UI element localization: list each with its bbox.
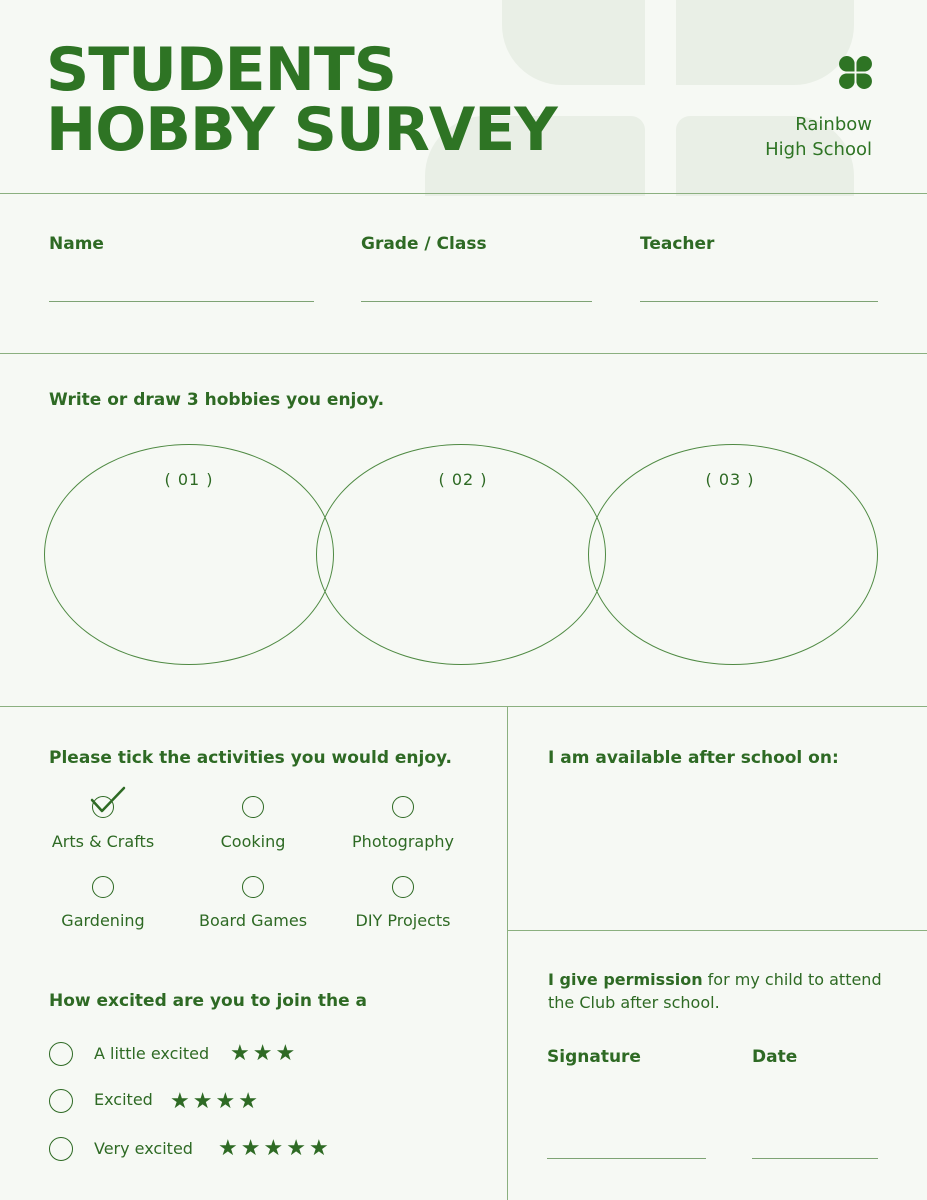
star-icon: ★ [192, 1089, 216, 1114]
hobbies-prompt: Write or draw 3 hobbies you enjoy. [49, 390, 385, 410]
excitement-label: A little excited [94, 1044, 210, 1063]
hobby-number-2: ( 02 ) [438, 470, 488, 489]
teacher-label: Teacher [640, 234, 715, 254]
title-line-1: STUDENTS [46, 35, 397, 105]
date-field[interactable] [752, 1158, 878, 1159]
divider [0, 353, 927, 354]
checkbox-cooking[interactable] [242, 796, 264, 818]
teacher-field[interactable] [640, 301, 878, 302]
excitement-label: Very excited [94, 1139, 193, 1158]
checkbox-diy-projects[interactable] [392, 876, 414, 898]
hobby-number-3: ( 03 ) [705, 470, 755, 489]
grade-class-field[interactable] [361, 301, 592, 302]
checkbox-photography[interactable] [392, 796, 414, 818]
activity-label: Cooking [220, 832, 286, 851]
clover-icon [838, 55, 873, 90]
background-shape [676, 0, 854, 85]
star-icon: ★ [286, 1136, 309, 1161]
school-name [765, 112, 872, 162]
availability-area[interactable] [548, 785, 888, 915]
signature-label: Signature [547, 1047, 641, 1067]
star-icon: ★ [240, 1136, 264, 1161]
grade-class-label: Grade / Class [361, 234, 487, 254]
star-icon: ★ [238, 1089, 261, 1114]
excitement-prompt: How excited are you to join the a [49, 991, 367, 1011]
permission-text [548, 968, 898, 1014]
star-icon: ★ [275, 1041, 299, 1066]
radio-a-little-excited[interactable] [49, 1042, 73, 1066]
availability-prompt: I am available after school on: [548, 748, 839, 768]
date-label: Date [752, 1047, 798, 1067]
divider [507, 930, 927, 931]
activity-label: DIY Projects [355, 911, 451, 930]
star-rating-4 [170, 1091, 261, 1113]
star-rating-5 [218, 1138, 332, 1160]
radio-excited[interactable] [49, 1089, 73, 1113]
star-icon: ★ [263, 1136, 287, 1161]
activities-prompt: Please tick the activities you would enjoy. [49, 748, 453, 768]
name-field[interactable] [49, 301, 314, 302]
page-title [46, 35, 606, 165]
star-icon: ★ [218, 1136, 241, 1161]
divider [0, 193, 927, 194]
star-icon: ★ [170, 1089, 193, 1114]
checkbox-gardening[interactable] [92, 876, 114, 898]
star-icon: ★ [230, 1041, 253, 1066]
divider [0, 706, 927, 707]
permission-rest: for my child to attend the Club after school. [548, 970, 882, 1012]
star-icon: ★ [215, 1089, 239, 1114]
signature-field[interactable] [547, 1158, 706, 1159]
title-line-2: HOBBY SURVEY [46, 95, 557, 165]
school-line-2: High School [765, 139, 872, 160]
checkbox-board-games[interactable] [242, 876, 264, 898]
star-icon: ★ [308, 1136, 332, 1161]
checkmark-icon [90, 786, 126, 816]
star-icon: ★ [252, 1041, 276, 1066]
activity-label: Arts & Crafts [51, 832, 155, 851]
activity-label: Board Games [198, 911, 308, 930]
excitement-label: Excited [94, 1090, 153, 1109]
column-divider [507, 706, 508, 1200]
activity-label: Photography [352, 832, 454, 851]
hobby-number-1: ( 01 ) [164, 470, 214, 489]
activity-label: Gardening [61, 911, 145, 930]
star-rating-3 [230, 1043, 298, 1065]
school-line-1: Rainbow [795, 114, 872, 135]
permission-bold: I give permission [548, 970, 703, 989]
radio-very-excited[interactable] [49, 1137, 73, 1161]
name-label: Name [49, 234, 104, 254]
